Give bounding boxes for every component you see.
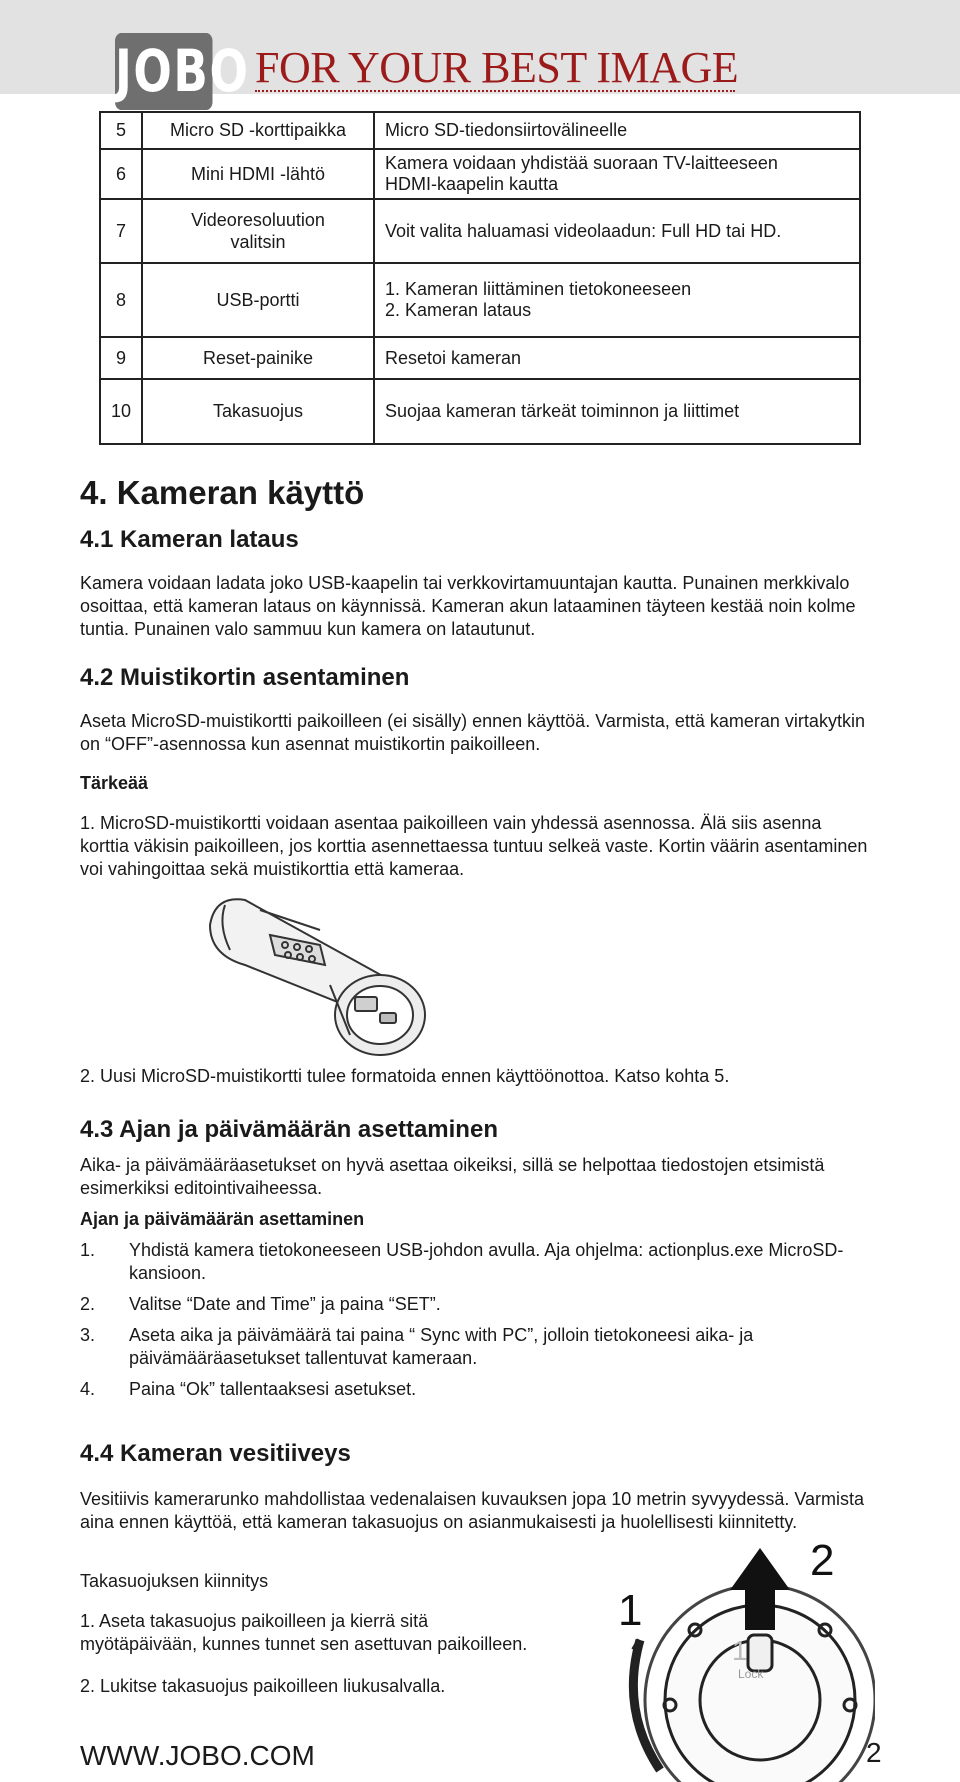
row-number: 7 xyxy=(100,199,142,263)
part-description: Suojaa kameran tärkeät toiminnon ja liittimet xyxy=(374,379,860,444)
part-name: Takasuojus xyxy=(142,379,374,444)
part-name: Mini HDMI -lähtö xyxy=(142,149,374,199)
important-label: Tärkeää xyxy=(80,773,149,793)
step-number: 3. xyxy=(80,1325,96,1345)
table-row xyxy=(100,149,860,199)
waterproof-paragraph: Vesitiivis kamerarunko mahdollistaa vedenalaisen kuvauksen jopa 10 metrin syvyydessä. Varmista aina ennen käyttöä, että kameran takasuojus on asianmukaisesti ja huolellisesti kiinnitetty. xyxy=(80,1489,865,1532)
row-number: 5 xyxy=(100,112,142,149)
step-number: 2. xyxy=(80,1294,96,1314)
back-cover-label: Takasuojuksen kiinnitys xyxy=(80,1571,269,1591)
arrow-label-1: 1 xyxy=(618,1586,643,1635)
footer-url: WWW.JOBO.COM xyxy=(80,1740,315,1771)
memory-card-paragraph: Aseta MicroSD-muistikortti paikoilleen (ei sisälly) ennen käyttöä. Varmista, että kameran virtakytkin on “OFF”-asennossa kun asennat muistikortin paikoilleen. xyxy=(80,711,865,754)
page-number: 2 xyxy=(866,1737,882,1768)
charging-paragraph: Kamera voidaan ladata joko USB-kaapelin tai verkkovirtamuuntajan kautta. Punainen merkkivalo osoittaa, että kameran lataus on käynnissä. Kameran akun lataaminen täyteen kestää noin kolme tuntia. Punainen valo sammuu kun kamera on latautunut. xyxy=(80,573,856,639)
table-row xyxy=(100,112,860,149)
dial-lock-text: Lock xyxy=(738,1667,764,1681)
time-date-steps xyxy=(80,1239,870,1409)
time-date-subheading: Ajan ja päivämäärän asettaminen xyxy=(80,1209,365,1229)
dial-digit: 1 xyxy=(732,1635,748,1666)
part-description: Kamera voidaan yhdistää suoraan TV-laitteeseen HDMI-kaapelin kautta xyxy=(374,149,860,199)
part-description: Resetoi kameran xyxy=(374,337,860,379)
list-item xyxy=(80,1239,870,1285)
part-description: 1. Kameran liittäminen tietokoneeseen 2. Kameran lataus xyxy=(374,263,860,337)
subsection-title-4-4: 4.4 Kameran vesitiiveys xyxy=(80,1440,351,1467)
step-text: Valitse “Date and Time” ja paina “SET”. xyxy=(129,1294,441,1314)
important-note-2: 2. Uusi MicroSD-muistikortti tulee formatoida ennen käyttöönottoa. Katso kohta 5. xyxy=(80,1066,730,1086)
row-number: 9 xyxy=(100,337,142,379)
step-number: 4. xyxy=(80,1379,96,1399)
table-row xyxy=(100,263,860,337)
part-description: Micro SD-tiedonsiirtovälineelle xyxy=(374,112,860,149)
subsection-title-4-1: 4.1 Kameran lataus xyxy=(80,526,299,553)
part-description: Voit valita haluamasi videolaadun: Full HD tai HD. xyxy=(374,199,860,263)
back-cover-step-1: 1. Aseta takasuojus paikoilleen ja kierrä sitä myötäpäivään, kunnes tunnet sen asettuvan paikoilleen. xyxy=(80,1611,528,1654)
part-name: Reset-painike xyxy=(142,337,374,379)
part-name: USB-portti xyxy=(142,263,374,337)
list-item xyxy=(80,1324,870,1370)
subsection-title-4-2: 4.2 Muistikortin asentaminen xyxy=(80,664,410,691)
time-date-paragraph: Aika- ja päivämääräasetukset on hyvä asettaa oikeiksi, sillä se helpottaa tiedostojen etsimistä esimerkiksi editointivaiheessa. xyxy=(80,1155,825,1198)
jobo-logo: JOBO xyxy=(115,33,213,110)
row-number: 8 xyxy=(100,263,142,337)
step-text: Paina “Ok” tallentaaksesi asetukset. xyxy=(129,1379,417,1399)
table-row xyxy=(100,199,860,263)
list-item xyxy=(80,1293,870,1316)
subsection-title-4-3: 4.3 Ajan ja päivämäärän asettaminen xyxy=(80,1116,498,1143)
part-name: Videoresoluution valitsin xyxy=(142,199,374,263)
row-number: 10 xyxy=(100,379,142,444)
header-tagline: FOR YOUR BEST IMAGE xyxy=(255,43,739,92)
part-name: Micro SD -korttipaikka xyxy=(142,112,374,149)
tagline-underline xyxy=(255,90,735,92)
parts-table xyxy=(99,111,861,445)
step-number: 1. xyxy=(80,1240,96,1260)
camera-illustration xyxy=(200,885,440,1065)
table-row xyxy=(100,337,860,379)
important-note-1: 1. MicroSD-muistikortti voidaan asentaa paikoilleen vain yhdessä asennossa. Älä siis asenna korttia väkisin paikoilleen, jos korttia asennettaessa tuntuu selkeä vaste. Kortin väärin asentaminen voi vahingoittaa sekä muistikorttia että kameraa. xyxy=(80,813,868,879)
back-cover-step-2: 2. Lukitse takasuojus paikoilleen liukusalvalla. xyxy=(80,1676,446,1696)
arrow-label-2: 2 xyxy=(810,1536,835,1585)
back-cover-lock-illustration xyxy=(600,1530,875,1782)
step-text: Aseta aika ja päivämäärä tai paina “ Sync with PC”, jolloin tietokoneesi aika- ja päivämääräasetukset tallentuvat kameraan. xyxy=(129,1325,754,1368)
section-title: 4. Kameran käyttö xyxy=(80,474,365,511)
list-item xyxy=(80,1378,870,1401)
step-text: Yhdistä kamera tietokoneeseen USB-johdon avulla. Aja ohjelma: actionplus.exe MicroSD-kansioon. xyxy=(129,1240,844,1283)
table-row xyxy=(100,379,860,444)
row-number: 6 xyxy=(100,149,142,199)
